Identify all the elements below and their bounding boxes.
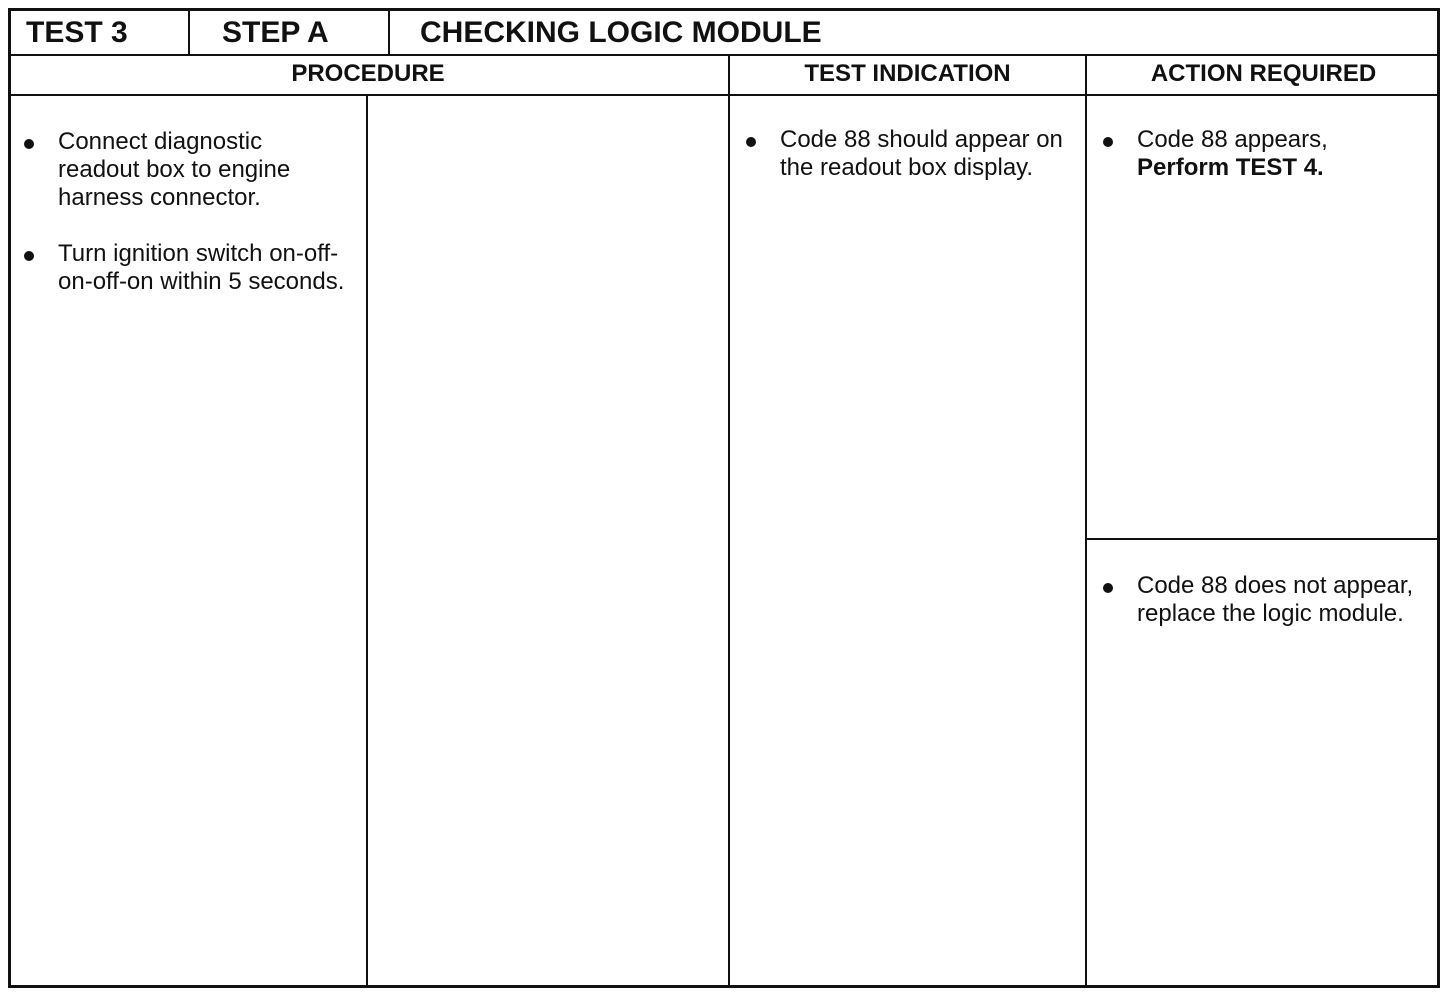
procedure-steps (20, 128, 350, 324)
action-pass-block (1099, 126, 1419, 210)
action-pass-instruction: Perform TEST 4. (1137, 154, 1324, 181)
column-heading-border (8, 94, 1440, 96)
column-divider-indication (1085, 56, 1087, 988)
column-heading-test-indication: TEST INDICATION (804, 60, 1011, 87)
action-row-divider (1087, 538, 1440, 540)
header-row-border (8, 54, 1440, 56)
test-label: TEST 3 (26, 16, 128, 49)
action-fail-block (1099, 572, 1419, 656)
step-label: STEP A (222, 16, 329, 49)
procedure-step: Connect diagnostic readout box to engine harness connector. (20, 128, 350, 212)
procedure-step: Turn ignition switch on-off-on-off-on within 5 seconds. (20, 240, 350, 296)
column-heading-action-required: ACTION REQUIRED (1150, 60, 1377, 87)
header-divider-1 (188, 8, 190, 54)
procedure-inner-divider (366, 96, 368, 988)
column-heading-procedure: PROCEDURE (291, 60, 445, 87)
column-divider-procedure (728, 56, 730, 988)
action-pass (1099, 126, 1419, 182)
test-indication-block (742, 126, 1072, 210)
header-divider-2 (388, 8, 390, 54)
action-fail: Code 88 does not appear, replace the logic module. (1099, 572, 1419, 628)
action-pass-text: Code 88 appears, (1137, 126, 1328, 153)
page-title: CHECKING LOGIC MODULE (420, 16, 822, 49)
test-indication-text: Code 88 should appear on the readout box display. (742, 126, 1072, 182)
